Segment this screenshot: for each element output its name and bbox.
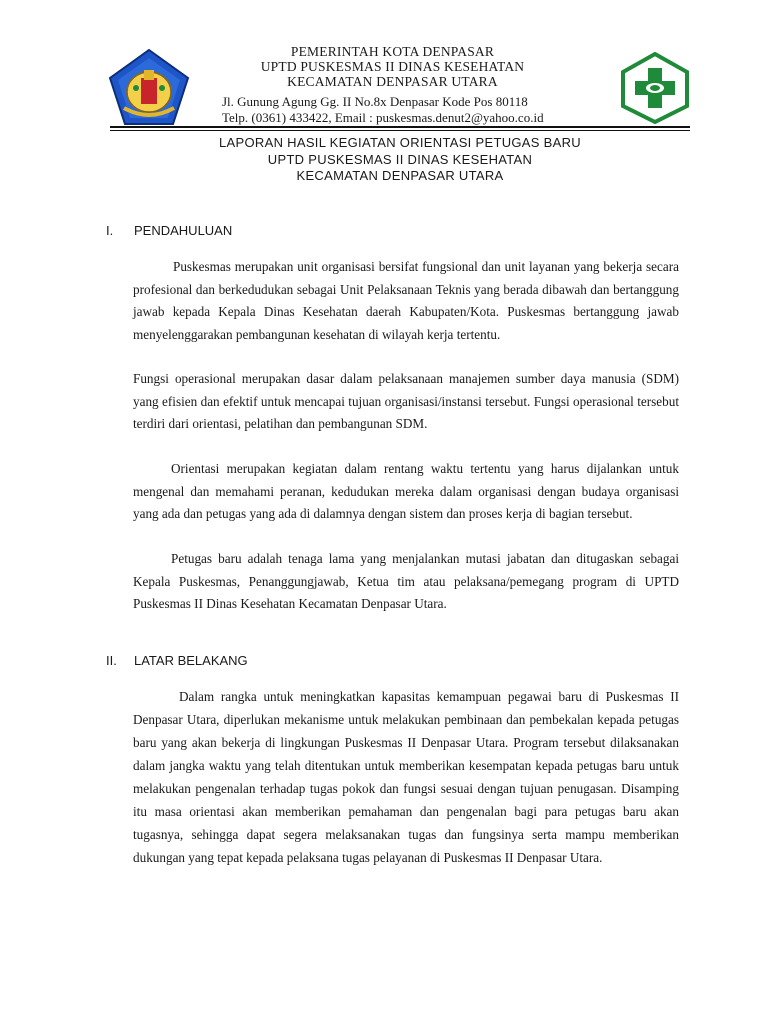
denpasar-city-emblem-icon <box>108 48 190 126</box>
letterhead-address: Jl. Gunung Agung Gg. II No.8x Denpasar Kode Pos 80118 <box>222 94 528 109</box>
letterhead <box>0 0 768 130</box>
puskesmas-logo-icon <box>620 52 690 124</box>
section-number: II. <box>106 653 117 668</box>
letterhead-divider <box>110 126 690 128</box>
letterhead-contact-block <box>222 94 544 126</box>
section-title: PENDAHULUAN <box>134 223 233 238</box>
letterhead-district: KECAMATAN DENPASAR UTARA <box>287 74 498 89</box>
letterhead-divider-thin <box>110 130 690 131</box>
section-number: I. <box>106 223 114 238</box>
paragraph: Petugas baru adalah tenaga lama yang menjalankan mutasi jabatan dan ditugaskan sebagai Kepala Puskesmas, Penanggungjawab, Ketua tim atau pelaksana/pemegang program di UPTD Puskesmas II Dinas Kesehatan Kecamatan Denpasar Utara. <box>133 551 679 612</box>
report-title-line-2: UPTD PUSKESMAS II DINAS KESEHATAN <box>267 151 533 167</box>
paragraph: Orientasi merupakan kegiatan dalam rentang waktu tertentu yang harus dijalankan untuk mengenal dan memahami peranan, kedudukan mereka dalam organisasi dengan budaya organisasi yang ada dan petugas yang ada di dalamnya dengan sistem dan proses kerja di bagian tersebut. <box>133 461 679 522</box>
letterhead-unit: UPTD PUSKESMAS II DINAS KESEHATAN <box>260 59 525 74</box>
letterhead-government: PEMERINTAH KOTA DENPASAR <box>290 44 495 59</box>
report-title-line-3: KECAMATAN DENPASAR UTARA <box>296 168 504 183</box>
report-title-line-1: LAPORAN HASIL KEGIATAN ORIENTASI PETUGAS BARU <box>219 135 581 150</box>
letterhead-phone-email: Telp. (0361) 433422, Email : puskesmas.denut2@yahoo.co.id <box>222 110 544 125</box>
paragraph: Fungsi operasional merupakan dasar dalam pelaksanaan manajemen sumber daya manusia (SDM) yang efisien dan efektif untuk mencapai tujuan organisasi/instansi tersebut. Fungsi operasional tersebut terdiri dari orientasi, pelatihan dan pembangunan SDM. <box>133 371 679 432</box>
paragraph: Puskesmas merupakan unit organisasi bersifat fungsional dan unit layanan yang bekerja secara profesional dan berkedudukan sebagai Unit Pelaksanaan Teknis yang berada dibawah dan bertanggung jawab kepada Kepala Dinas Kesehatan daerah Kabupaten/Kota. Puskesmas bertanggung jawab menyelenggarakan pembangunan kesehatan di wilayah kerja tertentu. <box>133 259 679 342</box>
report-title <box>110 135 690 185</box>
section-title: LATAR BELAKANG <box>134 653 248 668</box>
letterhead-institution <box>200 44 585 89</box>
paragraph: Dalam rangka untuk meningkatkan kapasitas kemampuan pegawai baru di Puskesmas II Denpasar Utara, diperlukan mekanisme untuk melakukan pembinaan dan pembekalan kepada petugas baru yang akan bekerja di lingkungan Puskesmas II Denpasar Utara. Program tersebut dilaksanakan dalam jangka waktu yang telah ditentukan untuk memberikan kesempatan kepada petugas baru untuk melakukan pengenalan terhadap tugas pokok dan fungsi sesuai dengan tujuan penugasan. Disamping itu masa orientasi akan memberikan pemahaman dan pengenalan bagi para petugas baru akan tugasnya, sehingga dapat segera melaksanakan tugas dan fungsinya serta mampu memberikan dukungan yang tepat kepada pelaksana tugas pelayanan di Puskesmas II Denpasar Utara. <box>133 689 679 865</box>
